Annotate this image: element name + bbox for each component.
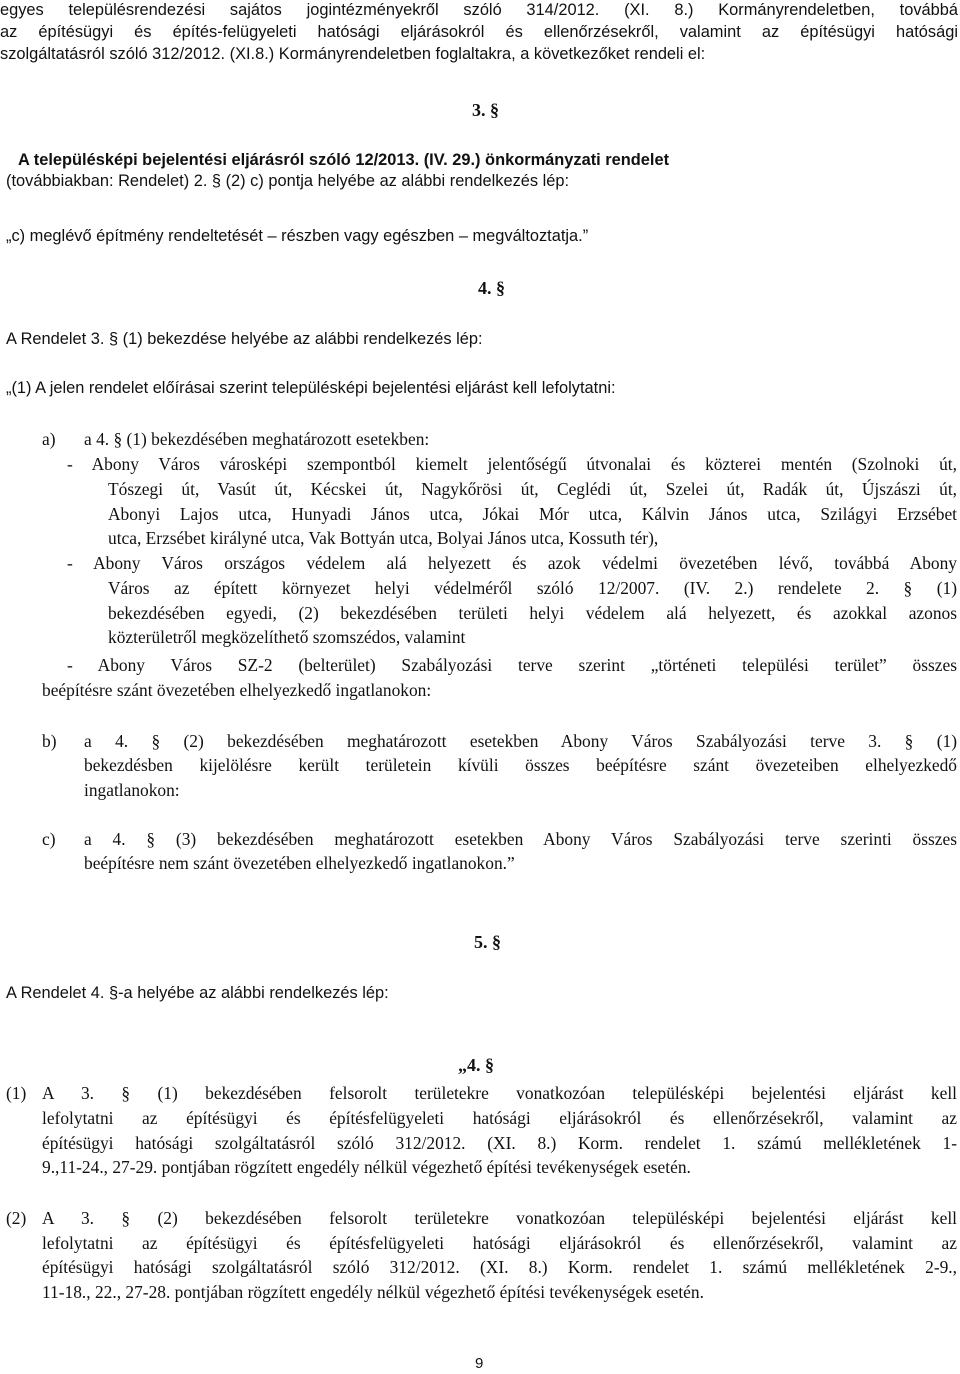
paragraph-1: építésügyi hatósági szolgáltatásról szóló 312/2012. (XI. 8.) Korm. rendelet 1. számú mellékletének 1-	[42, 1133, 957, 1153]
paragraph-label: (1)	[6, 1083, 27, 1103]
paragraph-2: A 3. § (2) bekezdésében felsorolt területekre vonatkozóan településképi bejelentési eljárást kell	[42, 1208, 957, 1228]
dash-item-2: bekezdésében egyedi, (2) bekezdésében területi helyi védelem alá helyezett, és azokkal azonos	[108, 603, 957, 623]
item-label: b)	[42, 731, 57, 751]
item-label: a)	[42, 429, 56, 449]
section4-quote: „(1) A jelen rendelet előírásai szerint településképi bejelentési eljárást kell lefolytatni:	[6, 379, 616, 397]
item-b-text: a 4. § (2) bekezdésében meghatározott esetekben Abony Város Szabályozási terve 3. § (1)	[84, 731, 957, 751]
item-label: c)	[42, 829, 56, 849]
section3-title: (továbbiakban: Rendelet) 2. § (2) c) pontja helyébe az alábbi rendelkezés lép:	[6, 172, 570, 190]
dash-item-2: közterületről megközelíthető szomszédos, valamint	[108, 627, 466, 647]
dash-item-1: utca, Erzsébet királyné utca, Vak Bottyán utca, Bolyai János utca, Kossuth tér),	[108, 528, 659, 548]
dash-item-1: Tószegi út, Vasút út, Kécskei út, Nagykőrösi út, Ceglédi út, Szelei út, Radák út, Újszászi út,	[108, 479, 957, 499]
section-heading-5: 5. §	[474, 932, 501, 952]
dash-item-2: - Abony Város országos védelem alá helyezett és azok védelmi övezetében lévő, továbbá Abony	[67, 553, 957, 573]
section5-intro: A Rendelet 4. §-a helyébe az alábbi rendelkezés lép:	[6, 984, 389, 1002]
item-c-text: beépítésre nem szánt övezetében elhelyezkedő ingatlanokon.”	[84, 853, 515, 873]
item-b-text: ingatlanokon:	[84, 780, 180, 800]
dash-item-3: beépítésre szánt övezetében elhelyezkedő ingatlanokon:	[42, 680, 432, 700]
page-number: 9	[475, 1355, 484, 1372]
dash-item-2: Város az épített környezet helyi védelméről szóló 12/2007. (IV. 2.) rendelete 2. § (1)	[108, 578, 957, 598]
dash-item-3: - Abony Város SZ-2 (belterület) Szabályozási terve szerint „történeti települési terület” összes	[67, 655, 957, 675]
section3-title: A településképi bejelentési eljárásról szóló 12/2013. (IV. 29.) önkormányzati rendelet	[18, 151, 670, 169]
paragraph-2: építésügyi hatósági szolgáltatásról szóló 312/2012. (XI. 8.) Korm. rendelet 1. számú mellékletének 2-9.,	[42, 1257, 957, 1277]
item-c-text: a 4. § (3) bekezdésében meghatározott esetekben Abony Város Szabályozási terve szerinti összes	[84, 829, 957, 849]
paragraph-2: 11-18., 22., 27-28. pontjában rögzített engedély nélkül végezhető építési tevékenységek esetén.	[42, 1282, 704, 1302]
paragraph-1: A 3. § (1) bekezdésében felsorolt területekre vonatkozóan településképi bejelentési eljárást kell	[42, 1083, 957, 1103]
intro-line: szolgáltatásról szóló 312/2012. (XI.8.) Kormányrendeletben foglaltakra, a következőket rendeli el:	[0, 45, 706, 63]
dash-item-1: Abonyi Lajos utca, Hunyadi János utca, Jókai Mór utca, Kálvin János utca, Szilágyi Erzsébet	[108, 504, 957, 524]
intro-line: az építésügyi és építés-felügyeleti hatósági eljárásokról és ellenőrzésekről, valamint az építésügyi hatósági	[0, 23, 958, 41]
paragraph-label: (2)	[6, 1208, 27, 1228]
paragraph-1: lefolytatni az építésügyi és építésfelügyeleti hatósági eljárásokról és ellenőrzésekről, valamint az	[42, 1108, 957, 1128]
section4-intro: A Rendelet 3. § (1) bekezdése helyébe az alábbi rendelkezés lép:	[6, 330, 483, 348]
item-b-text: bekezdésben kijelölésre került területein kívüli összes beépítésre szánt övezeteiben elhelyezkedő	[84, 755, 957, 775]
paragraph-1: 9.,11-24., 27-29. pontjában rögzített engedély nélkül végezhető építési tevékenységek esetén.	[42, 1157, 691, 1177]
section5-sub-heading: „4. §	[458, 1055, 494, 1075]
section-heading-3: 3. §	[472, 100, 499, 120]
section-heading-4: 4. §	[478, 278, 505, 298]
section3-quote: „c) meglévő építmény rendeltetését – részben vagy egészben – megváltoztatja.”	[6, 227, 589, 245]
item-a-text: a 4. § (1) bekezdésében meghatározott esetekben:	[84, 429, 430, 449]
dash-item-1: - Abony Város városképi szempontból kiemelt jelentőségű útvonalai és közterei mentén (Szolnoki út,	[67, 454, 957, 474]
intro-line: egyes településrendezési sajátos jogintézményekről szóló 314/2012. (XI. 8.) Kormányrendeletben, továbbá	[0, 1, 958, 19]
paragraph-2: lefolytatni az építésügyi és építésfelügyeleti hatósági eljárásokról és ellenőrzésekről, valamint az	[42, 1233, 957, 1253]
